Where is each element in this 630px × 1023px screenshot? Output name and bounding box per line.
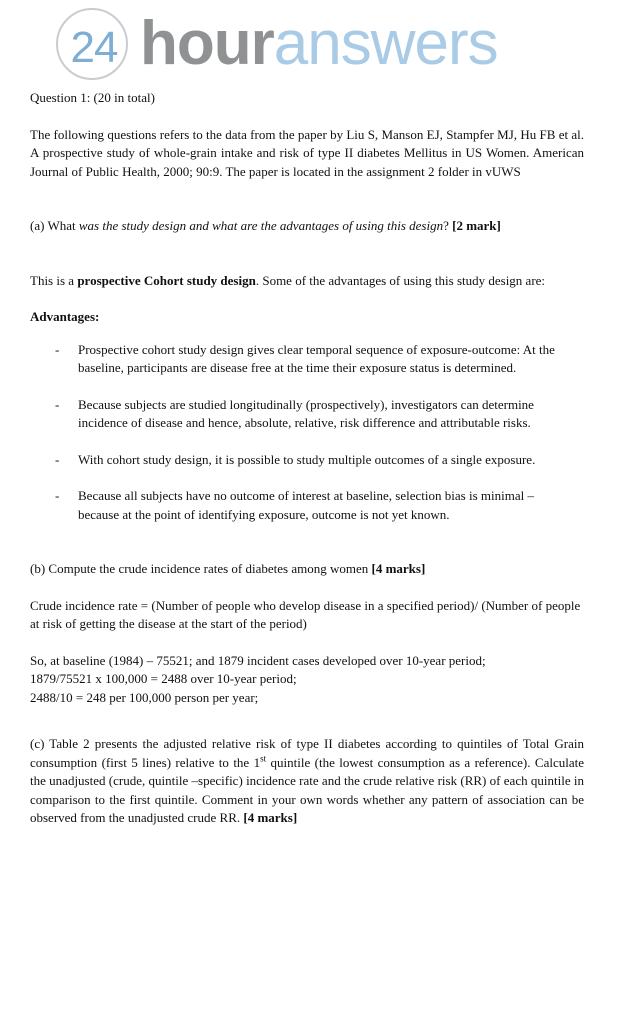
bullet-text: Prospective cohort study design gives clear temporal sequence of exposure-outcome: At the baseline, participants are disease free at the time their exposure status is determined. — [78, 341, 555, 375]
logo-word-hour: hour — [140, 9, 274, 78]
list-item — [30, 396, 578, 433]
logo-number: 24 — [70, 23, 118, 72]
document-body — [30, 89, 584, 828]
bullet-text: Because all subjects have no outcome of interest at baseline, selection bias is minimal – because at the point of identifying exposure, outcome is not yet known. — [78, 488, 534, 522]
part-a-italic: was the study design and what are the advantages of using this design — [78, 218, 444, 233]
question-intro: The following questions refers to the data from the paper by Liu S, Manson EJ, Stampfer MJ, Hu FB et al. A prospective study of whole-grain intake and risk of type II diabetes Mellitus in US Women. American Journal of Public Health, 2000; 90:9. The paper is located in the assignment 2 folder in vUWS — [30, 126, 584, 179]
part-a-suffix: ? — [443, 218, 453, 233]
logo-word-answers: answers — [273, 9, 498, 78]
part-a-answer-post: . Some of the advantages of using this study design are: — [255, 272, 546, 288]
part-c-text-2: quintile (the lowest consumption as a reference). Calculate the unadjusted (crude, quintile –specific) incidence rate and the crude relative risk (RR) of each quintile in comparison to the first quintile. Comment in your own words whether any pattern of association can be observed from the unadjusted crude RR. — [30, 754, 584, 825]
calc-line-3: 2488/10 = 248 per 100,000 person per year; — [30, 689, 259, 705]
part-a-prefix: (a) What — [30, 218, 79, 233]
part-b-marks: [4 marks] — [371, 561, 426, 576]
dash-marker: - — [55, 341, 60, 357]
question-heading: Question 1: (20 in total) — [30, 90, 155, 105]
part-b-question — [30, 560, 584, 579]
part-c-question — [30, 735, 584, 828]
dash-marker: - — [55, 451, 60, 467]
part-a-answer-bold: prospective Cohort study design — [77, 272, 256, 288]
part-a-question — [30, 217, 584, 236]
crude-rate-definition: Crude incidence rate = (Number of people who develop disease in a specified period)/ (Number of people at risk of getting the disease at the start of the period) — [30, 597, 581, 631]
calc-line-1: So, at baseline (1984) – 75521; and 1879 incident cases developed over 10-year period; — [30, 652, 486, 668]
part-b-question-text: (b) Compute the crude incidence rates of diabetes among women — [30, 561, 372, 576]
list-item — [30, 451, 578, 470]
part-c-marks: [4 marks] — [243, 810, 298, 825]
logo-circle — [56, 8, 128, 80]
advantages-heading-text: Advantages: — [30, 309, 100, 324]
list-item — [30, 341, 578, 378]
part-c-text-1: (c) Table 2 presents the adjusted relative risk of type II diabetes according to quintiles of Total Grain consumption (first 5 lines) relative to the 1 — [30, 736, 584, 770]
bullet-text: Because subjects are studied longitudinally (prospectively), investigators can determine incidence of disease and hence, absolute, relative, risk difference and attributable risks. — [78, 396, 534, 430]
part-c-superscript: st — [260, 753, 267, 764]
site-logo — [56, 6, 536, 82]
part-a-marks: [2 mark] — [452, 218, 501, 233]
dash-marker: - — [55, 396, 60, 412]
bullet-text: With cohort study design, it is possible to study multiple outcomes of a single exposure. — [78, 451, 536, 467]
list-item — [30, 487, 578, 524]
logo-wordmark — [140, 6, 498, 82]
part-a-answer — [30, 272, 584, 291]
part-a-answer-pre: This is a — [30, 272, 78, 288]
calc-line-2: 1879/75521 x 100,000 = 2488 over 10-year period; — [30, 671, 297, 686]
dash-marker: - — [55, 488, 60, 503]
advantages-heading — [30, 308, 584, 327]
advantages-list — [30, 341, 584, 525]
